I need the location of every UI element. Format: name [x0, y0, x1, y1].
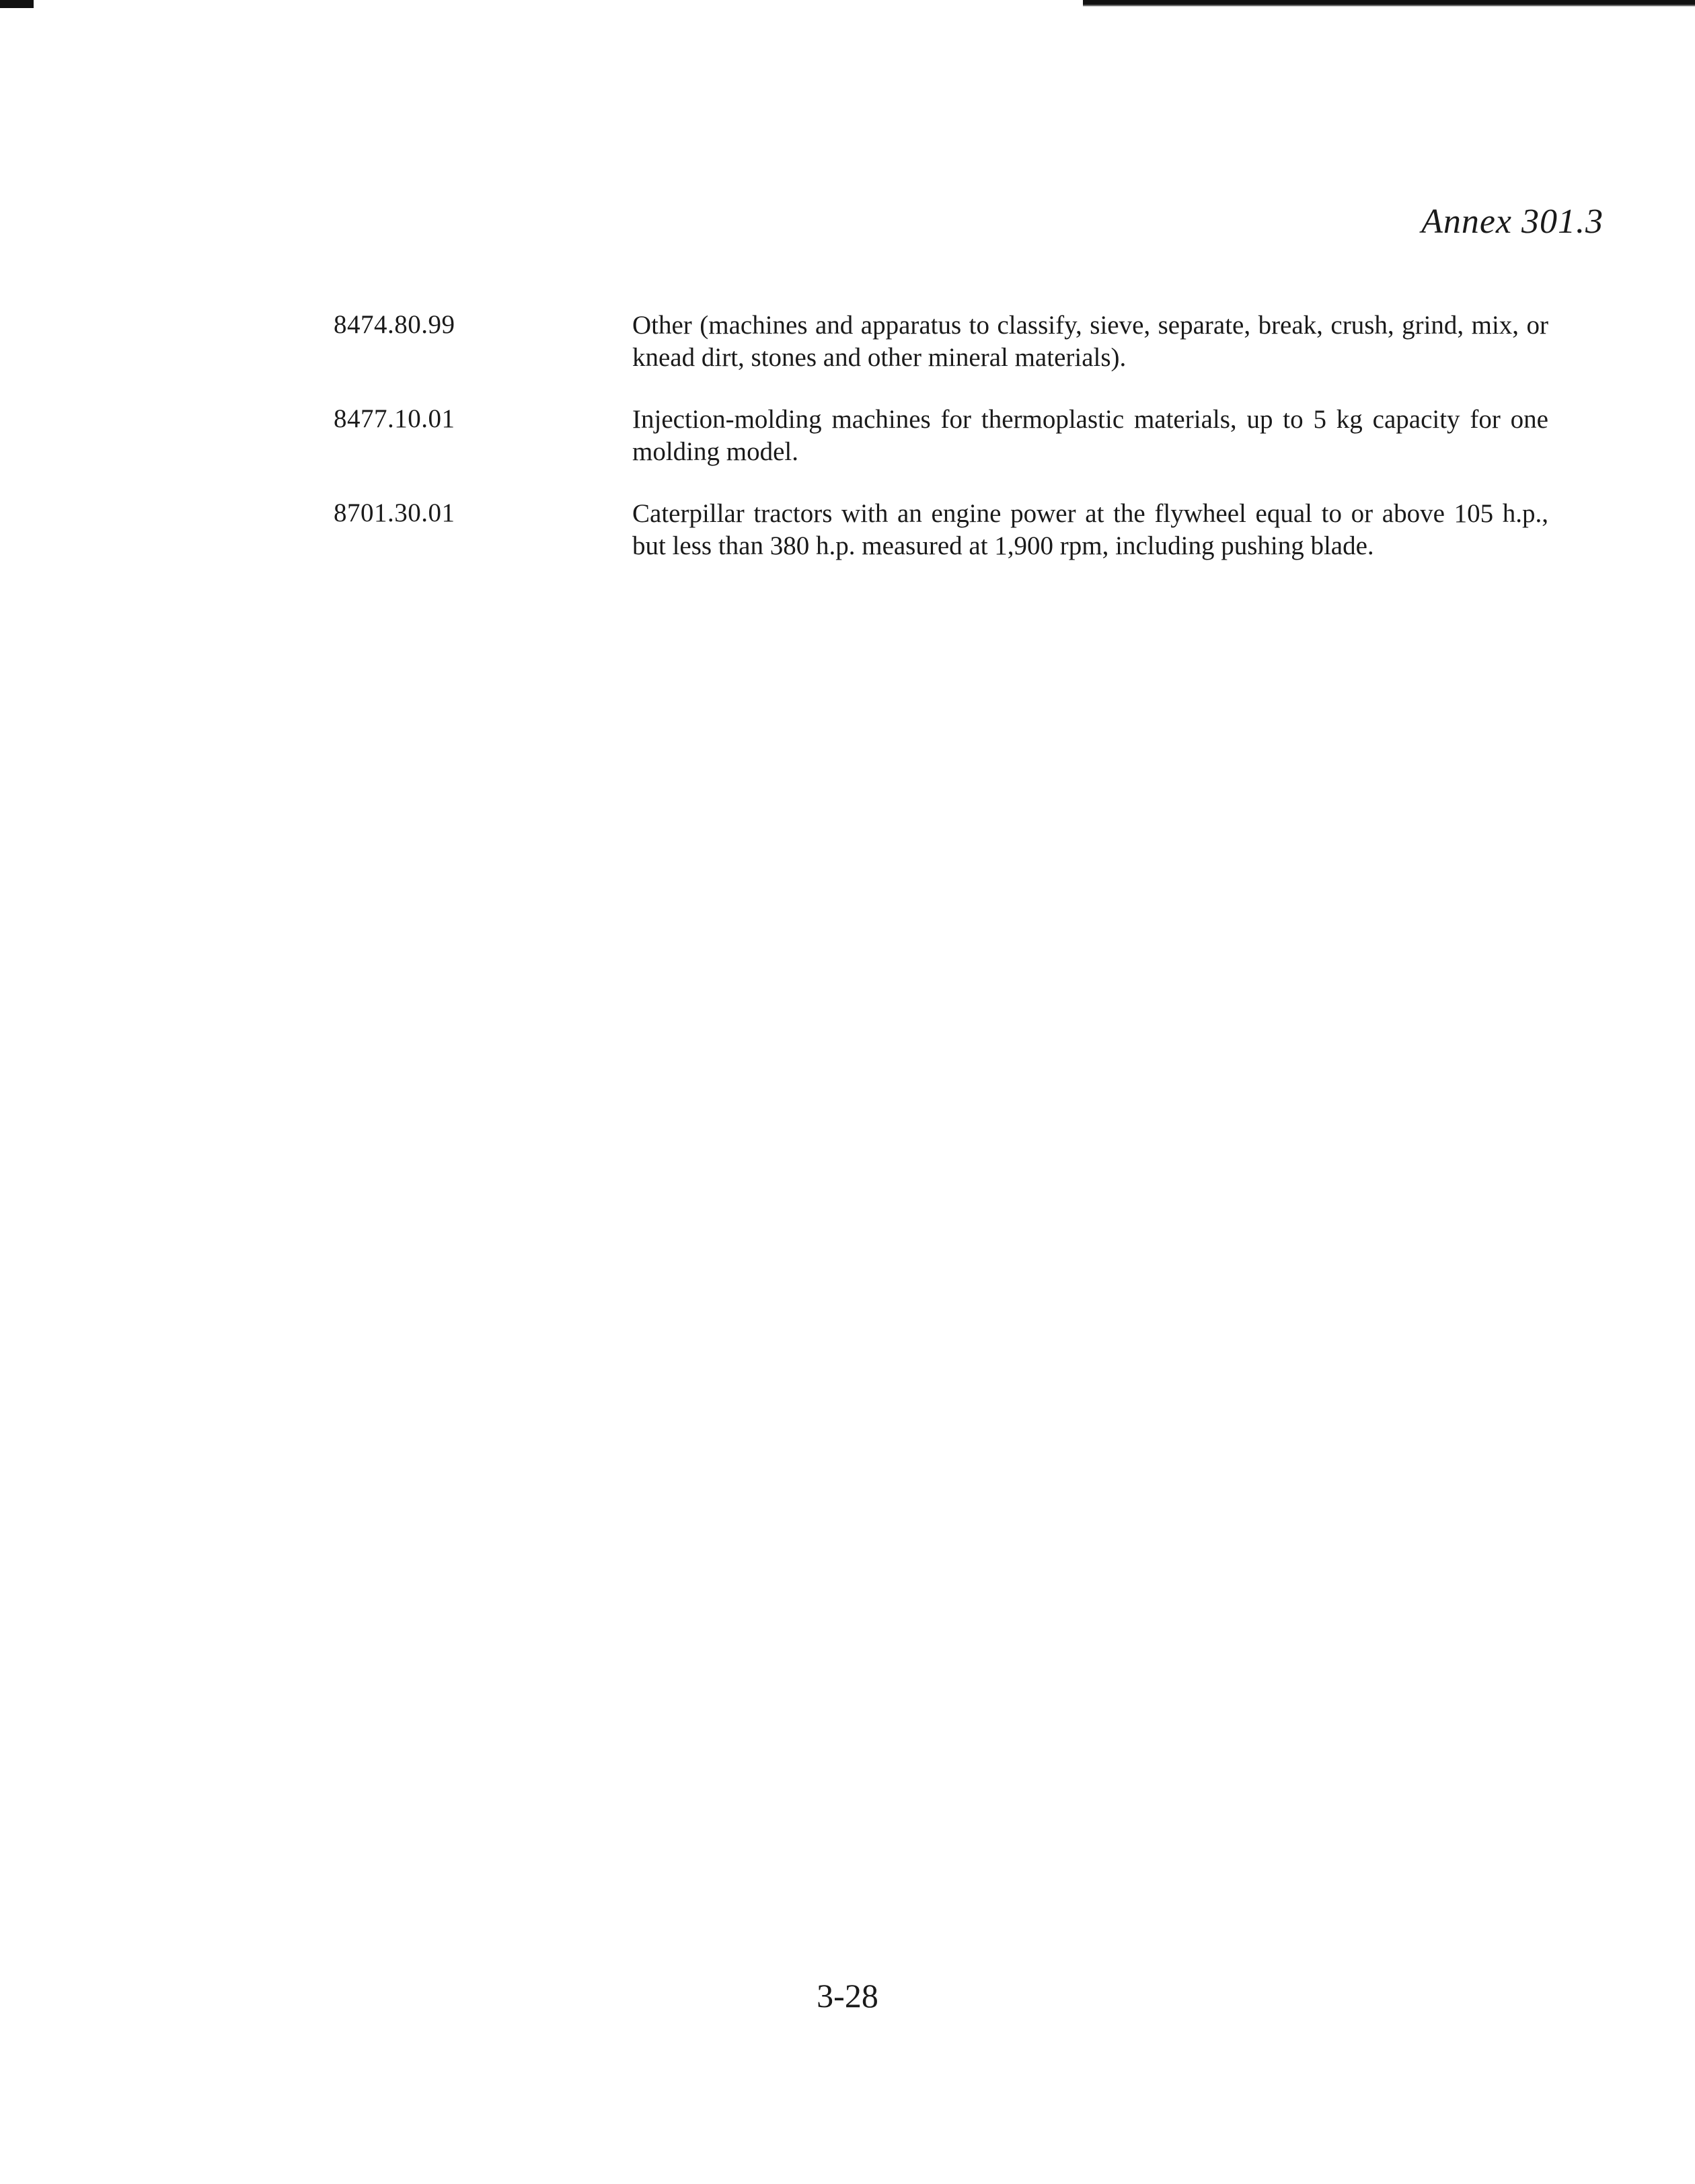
- tariff-description: Other (machines and apparatus to classify, sieve, separate, break, crush, grind, mix, or knead dirt, stones and other mineral materials).: [632, 311, 1548, 372]
- tariff-row: [334, 498, 1558, 592]
- page-number: 3-28: [817, 1977, 878, 2014]
- tariff-code: 8474.80.99: [334, 310, 455, 339]
- tariff-code: 8477.10.01: [334, 404, 455, 433]
- scan-edge-mark-top: [1083, 0, 1695, 7]
- scan-edge-mark-left: [0, 0, 34, 8]
- tariff-description: Injection-molding machines for thermoplastic materials, up to 5 kg capacity for one molding model.: [632, 405, 1548, 466]
- annex-title: Annex 301.3: [1421, 202, 1604, 241]
- tariff-code: 8701.30.01: [334, 498, 455, 527]
- tariff-description: Caterpillar tractors with an engine power at the flywheel equal to or above 105 h.p., but less than 380 h.p. measured at 1,900 rpm, including pushing blade.: [632, 499, 1548, 560]
- tariff-list: [334, 309, 1558, 592]
- tariff-row: [334, 309, 1558, 404]
- tariff-row: [334, 404, 1558, 498]
